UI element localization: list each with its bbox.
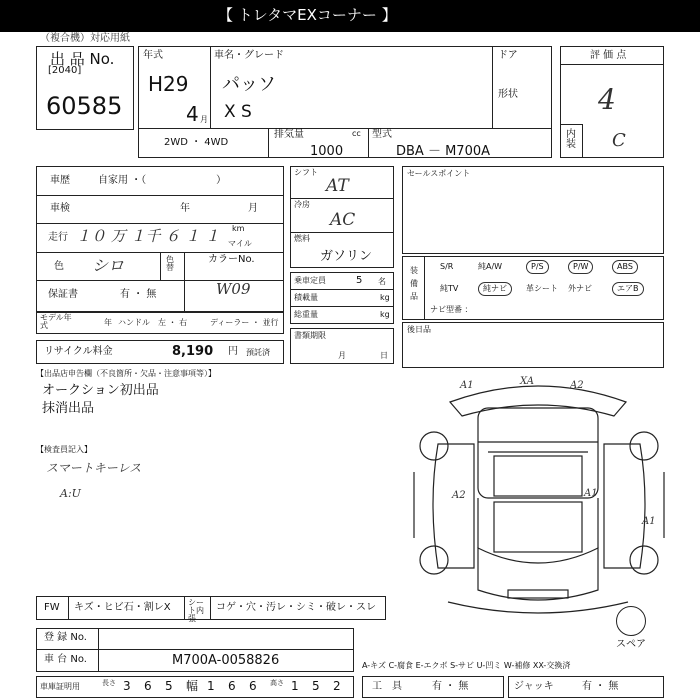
fw-label: FW xyxy=(44,602,60,613)
lot-number: 60585 xyxy=(46,92,123,120)
cert-digit: 2 xyxy=(333,679,341,693)
fw-items: キズ・ヒビ石・割レX xyxy=(74,602,171,613)
spare-tire-icon xyxy=(616,606,646,636)
equipment-item: 純ナビ xyxy=(478,282,512,296)
seat-items: コゲ・穴・汚レ・シミ・破レ・スレ xyxy=(216,602,376,613)
equipment-item: P/W xyxy=(568,260,593,274)
inspector-line2: A:U xyxy=(60,487,81,500)
lot-code: [2040] xyxy=(48,65,82,76)
damage-mark: XA xyxy=(520,376,534,387)
cert-digit: 5 xyxy=(312,679,320,693)
cert-digit: 幅 xyxy=(186,679,199,693)
damage-mark: A1 xyxy=(584,488,598,499)
displacement-unit: cc xyxy=(352,129,361,138)
shaken-label: 車検 xyxy=(50,203,70,214)
recycle-note: 預託済 xyxy=(246,348,270,357)
year-value: H29 xyxy=(148,72,189,96)
legend: A-キズ C-腐食 E-エクボ S-サビ U-凹ミ W-補修 XX-交換済 xyxy=(362,661,571,670)
handle-value: 左 ・ 右 xyxy=(158,318,188,327)
interior-value: C xyxy=(612,130,626,151)
cert-digit: 6 xyxy=(249,679,257,693)
capacity-value: 5 xyxy=(356,275,363,286)
later-box xyxy=(402,322,664,368)
equipment-item: ABS xyxy=(612,260,638,274)
chassis-label: 車 台 No. xyxy=(44,654,87,665)
cert-dim-label: 高さ xyxy=(270,679,284,687)
sales-point-label: セールスポイント xyxy=(407,169,471,178)
door-label: ドア xyxy=(498,50,518,61)
header-title: 【 トレタマEXコーナー 】 xyxy=(218,6,397,24)
navi-label: ナビ型番 ： xyxy=(430,305,473,314)
weight-label: 総重量 xyxy=(294,310,318,319)
drive-label: 2WD ・ 4WD xyxy=(164,137,229,148)
damage-mark: A1 xyxy=(642,516,656,527)
equipment-item: P/S xyxy=(526,260,549,274)
year-month: 4 xyxy=(186,102,199,126)
cert-digit: 5 xyxy=(165,679,173,693)
cert-digit: 6 xyxy=(144,679,152,693)
seat-label: シート内張 xyxy=(188,598,204,623)
color-change-label: 色替 xyxy=(166,255,174,272)
damage-mark: A1 xyxy=(460,380,474,391)
fuel-label: 燃料 xyxy=(294,234,310,243)
car-label: 車名・グレード xyxy=(214,50,284,61)
capacity-label: 乗車定員 xyxy=(294,276,326,285)
equipment-item: 純A/W xyxy=(478,262,503,271)
mileage-unit-mile: マイル xyxy=(228,239,252,248)
aircon-value: AC xyxy=(330,210,356,230)
model-value: DBA － M700A xyxy=(396,144,491,159)
damage-mark: A2 xyxy=(452,490,466,501)
year-label: 年式 xyxy=(143,50,163,61)
registration-label: 登 録 No. xyxy=(44,632,87,643)
inspector-line1: スマートキーレス xyxy=(46,461,142,475)
load-label: 積載量 xyxy=(294,293,318,302)
car-name: パッソ xyxy=(222,74,276,95)
shift-label: シフト xyxy=(294,168,318,177)
model-year-label: モデル年式 xyxy=(40,313,72,330)
inspector-label: 【検査員記入】 xyxy=(36,445,92,454)
shaken-year: 年 xyxy=(180,203,190,214)
doc-period-day: 日 xyxy=(380,351,388,360)
recycle-value: 8,190 xyxy=(172,344,214,359)
chassis-value: M700A-0058826 xyxy=(172,653,280,668)
seller-notes-line2: 抹消出品 xyxy=(42,401,95,416)
doc-period-label: 書類期限 xyxy=(294,331,326,340)
lot-label: 出 品 No. xyxy=(50,50,115,68)
equipment-item: S/R xyxy=(440,262,454,271)
mileage-unit-km: km xyxy=(232,224,245,233)
car-grade: X S xyxy=(224,102,252,122)
recycle-label: リサイクル料金 xyxy=(44,346,113,357)
warranty-value: 有 ・ 無 xyxy=(120,289,157,300)
model-year-unit: 年 xyxy=(104,318,112,327)
equipment-item: 純TV xyxy=(440,284,459,293)
cert-digit: 6 xyxy=(228,679,236,693)
displacement-value: 1000 xyxy=(310,144,344,159)
tools-value: 有 ・ 無 xyxy=(432,681,469,692)
seller-notes-label: 【出品店申告欄（不良箇所・欠品・注意事項等）】 xyxy=(36,369,216,378)
top-note: （複合機）対応用紙 xyxy=(40,33,130,44)
interior-label: 内装 xyxy=(566,129,576,150)
rating-value: 4 xyxy=(598,83,616,116)
history-label: 車歴 xyxy=(50,175,70,186)
jack-value: 有 ・ 無 xyxy=(582,681,619,692)
doc-period-month: 月 xyxy=(338,351,346,360)
spare-label: スペア xyxy=(616,639,646,650)
color-code-label: カラーNo. xyxy=(208,254,255,265)
cert-digit: 1 xyxy=(291,679,299,693)
color-label: 色 xyxy=(54,261,64,272)
equipment-label: 装備品 xyxy=(410,266,418,301)
dealer-label: ディーラー ・ 並行 xyxy=(210,318,279,327)
weight-unit: kg xyxy=(380,310,390,319)
mileage-label: 走行 xyxy=(48,232,68,243)
warranty-label: 保証書 xyxy=(48,289,78,300)
cert-label: 車庫証明用 xyxy=(40,682,80,691)
sales-point-box xyxy=(402,166,664,254)
aircon-label: 冷房 xyxy=(294,200,310,209)
year-month-unit: 月 xyxy=(200,115,208,124)
load-unit: kg xyxy=(380,293,390,302)
jack-label: ジャッキ xyxy=(514,681,554,692)
recycle-unit: 円 xyxy=(228,346,238,357)
fuel-value: ガソリン xyxy=(320,249,373,264)
color-code-value: W09 xyxy=(216,280,251,298)
equipment-item: 外ナビ xyxy=(568,284,592,293)
seller-notes-line1: オークション初出品 xyxy=(42,383,159,398)
cert-digit: 1 xyxy=(207,679,215,693)
cert-digit: 3 xyxy=(123,679,131,693)
shift-value: AT xyxy=(326,176,349,196)
car-damage-diagram xyxy=(408,372,670,620)
shape-label: 形状 xyxy=(498,89,518,100)
handle-label: ハンドル xyxy=(118,318,150,327)
model-label: 型式 xyxy=(372,129,392,140)
equipment-item: エアB xyxy=(612,282,644,296)
capacity-unit: 名 xyxy=(378,277,386,286)
damage-mark: A2 xyxy=(570,380,584,391)
displacement-label: 排気量 xyxy=(274,129,304,140)
history-value: 自家用 ・（ ） xyxy=(98,175,227,186)
color-value: シロ xyxy=(92,256,125,275)
tools-label: 工 具 xyxy=(372,681,402,692)
later-label: 後日品 xyxy=(407,325,431,334)
mileage-value: １０ 万 １千 ６ １ １ xyxy=(76,227,220,245)
shaken-month: 月 xyxy=(248,203,258,214)
rating-label: 評 価 点 xyxy=(590,50,627,61)
equipment-item: 革シート xyxy=(526,284,558,293)
cert-dim-label: 長さ xyxy=(102,679,116,687)
